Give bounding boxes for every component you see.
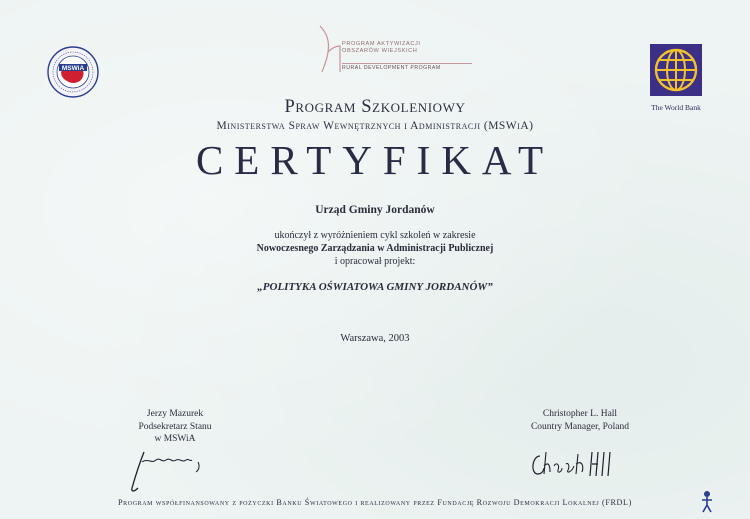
ministry-name: Ministerstwa Spraw Wewnętrznych i Administracji (MSWiA) — [216, 120, 534, 132]
world-bank-label: The World Bank — [651, 103, 701, 112]
globe-icon — [650, 44, 702, 96]
frdl-figure-icon — [696, 486, 718, 514]
left-signatory-name: Jerzy Mazurek — [146, 409, 204, 419]
rural-program-subtitle: RURAL DEVELOPMENT PROGRAM — [342, 63, 472, 71]
program-title: Program Szkoleniowy — [284, 97, 466, 117]
world-bank-logo — [650, 44, 702, 96]
project-title: „POLITYKA OŚWIATOWA GMINY JORDANÓW” — [257, 281, 493, 293]
right-signatory-role: Country Manager, Poland — [530, 421, 630, 432]
project-intro: i opracował projekt: — [334, 256, 416, 267]
funding-footer: Program współfinansowany z pożyczki Banku Światowego i realizowany przez Fundację Rozwoju Demokracji Lokalnej (FRDL) — [118, 498, 632, 507]
right-signatory-name: Christopher L. Hall — [542, 409, 618, 419]
mswia-seal-logo — [47, 46, 99, 98]
training-subject: Nowoczesnego Zarządzania w Administracji Publicznej — [256, 243, 494, 254]
certificate-title: CERTYFIKAT — [195, 137, 555, 183]
left-signatory-org: w MSWiA — [154, 434, 196, 444]
rural-program-emblem-icon — [316, 22, 342, 74]
right-signatory — [500, 408, 660, 433]
right-handwritten-signature — [528, 448, 618, 480]
rural-program-title: PROGRAM AKTYWIZACJI OBSZARÓW WIEJSKICH — [342, 41, 421, 54]
completion-statement: ukończył z wyróżnieniem cykl szkoleń w zakresie — [274, 230, 476, 241]
rural-development-program-logo — [316, 22, 456, 74]
left-signatory-role: Podsekretarz Stanu — [138, 421, 212, 432]
left-signatory — [110, 408, 240, 446]
left-handwritten-signature — [126, 448, 216, 494]
place-and-date: Warszawa, 2003 — [340, 333, 410, 344]
recipient-name: Urząd Gminy Jordanów — [315, 204, 435, 216]
svg-text:MSWiA: MSWiA — [61, 64, 85, 72]
